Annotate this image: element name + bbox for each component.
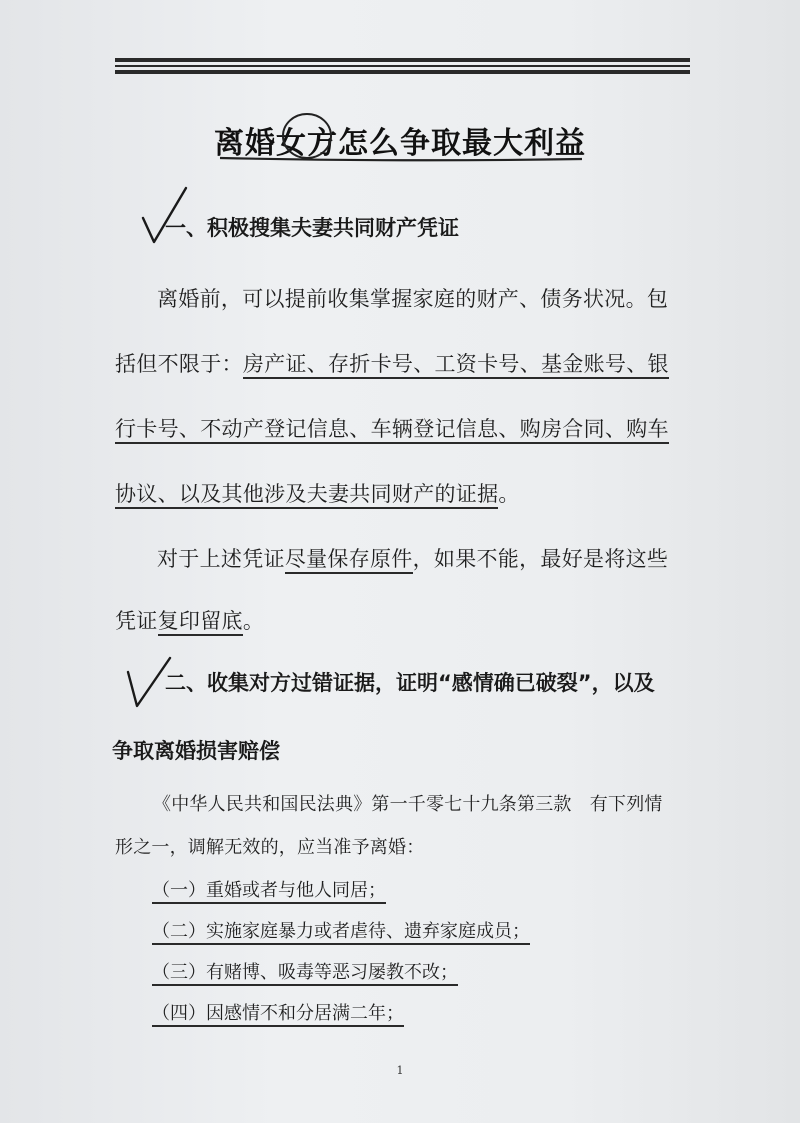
section1-para1-line4-post: 。 [498,482,520,506]
list-item-text: （四）因感情不和分居满二年； [152,1003,404,1027]
section1-para1-line2-pre: 括但不限于： [115,352,243,376]
section1-para2-line2-underlined: 复印留底 [158,609,243,636]
section2-heading-line2: 争取离婚损害赔偿 [112,739,280,763]
list-item-text: （三）有赌博、吸毒等恶习屡教不改； [152,962,458,986]
section1-para2-line2-post: 。 [242,609,265,633]
page-title: 离婚女方怎么争取最大利益 [214,126,586,161]
list-item [152,876,386,902]
section1-para1-line2 [115,348,669,378]
section1-para1-line4 [115,478,520,508]
section2-para-line1: 《中华人民共和国民法典》第一千零七十九条第三款 有下列情 [153,794,663,815]
section1-para1-line2-underlined: 房产证、存折卡号、工资卡号、基金账号、银 [243,352,669,379]
section1-para2-line2-pre: 凭证 [115,609,158,633]
section1-para2-line1-pre: 对于上述凭证 [157,547,285,571]
section2-heading-line1: 二、收集对方过错证据，证明“感情确已破裂”，以及 [165,671,655,695]
list-item-text: （一）重婚或者与他人同居； [152,880,386,904]
top-rule-thick [115,58,690,62]
page-number: 1 [396,1064,404,1077]
section1-para2-line1-underlined: 尽量保存原件 [285,547,413,574]
section1-para1-line1: 离婚前，可以提前收集掌握家庭的财产、债务状况。包 [157,287,669,311]
section1-para1-line3-underlined: 行卡号、不动产登记信息、车辆登记信息、购房合同、购车 [115,417,669,444]
section1-para2-line2 [115,605,264,635]
section1-para2-line1-post: ，如果不能，最好是将这些 [412,547,669,571]
section1-para1-line4-underlined: 协议、以及其他涉及夫妻共同财产的证据 [115,482,498,509]
list-item [152,917,530,943]
list-item [152,958,458,984]
section1-para1-line3 [115,413,669,443]
list-item [152,999,404,1025]
section2-para-line2: 形之一，调解无效的，应当准予离婚： [115,837,425,858]
list-item-text: （二）实施家庭暴力或者虐待、遗弃家庭成员； [152,921,530,945]
section1-heading: 一、积极搜集夫妻共同财产凭证 [165,216,459,240]
top-rule-thick-lower [115,70,690,74]
top-rule-thin [115,65,690,67]
section1-para2-line1 [157,543,668,573]
